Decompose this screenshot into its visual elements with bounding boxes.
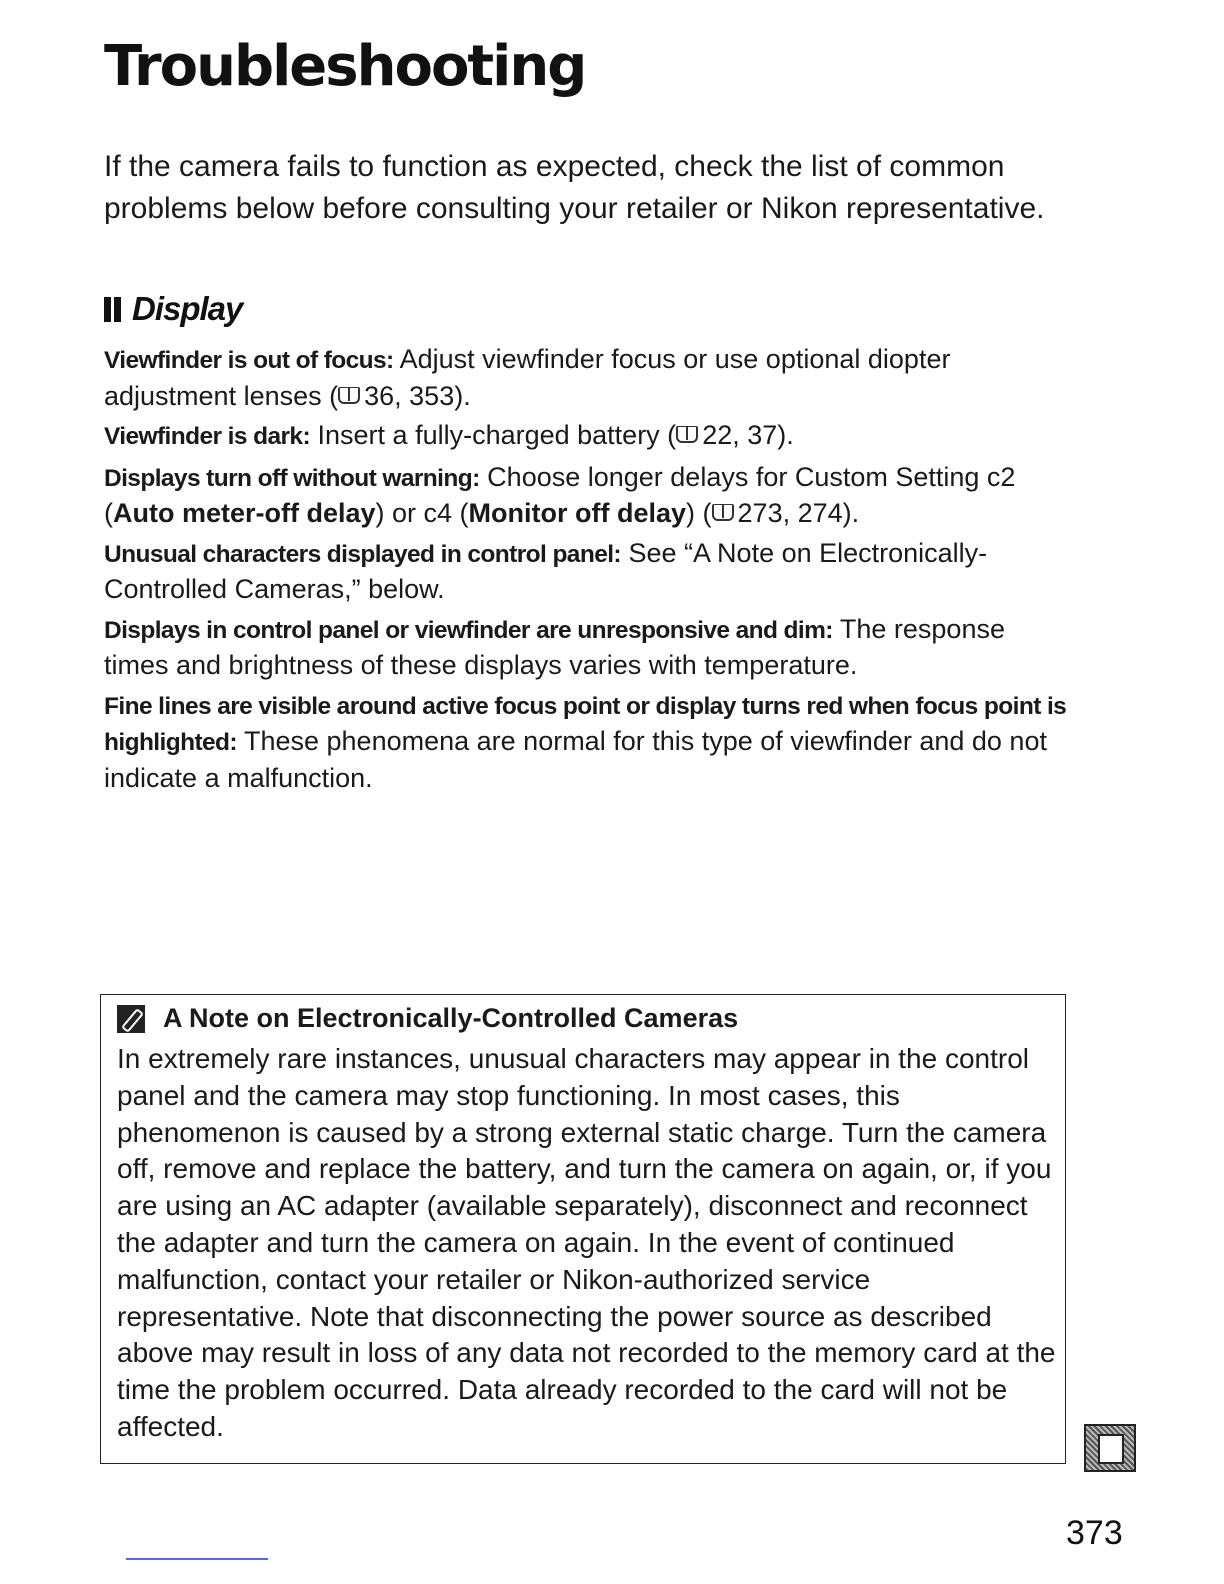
problem-item [104,536,1074,607]
problem-answer: The response times and brightness of these displays varies with temperature. [104,613,1005,680]
problem-question: Unusual characters displayed in control panel: [104,540,621,568]
page-number: 373 [1066,1514,1123,1552]
page-reference[interactable]: 22, 37 [702,420,778,450]
menu-item-name: Auto meter-off delay [113,498,376,528]
menu-item-name: Monitor off delay [468,498,687,528]
problem-answer: Insert a fully-charged battery ( [310,420,677,450]
problem-question: Displays turn off without warning: [104,464,480,492]
double-bar-icon [104,292,124,330]
problem-answer-part: ) or c4 ( [375,498,469,528]
note-title [117,1003,738,1034]
section-heading-label: Display [132,290,243,327]
section-heading [104,290,242,330]
troubleshooting-tab-icon [1084,1424,1136,1472]
problem-answer-end: ). [842,498,860,528]
problem-item [104,418,1074,455]
problem-answer-end: ). [777,420,794,450]
page-reference[interactable]: 273, 274 [737,498,843,528]
problem-question: Viewfinder is out of focus: [104,347,394,374]
problem-answer-part: ) ( [686,498,712,528]
problem-answer: Choose longer delays for Custom Setting c2 ( [104,461,1016,528]
pencil-note-icon [117,1005,145,1033]
note-body: In extremely rare instances, unusual characters may appear in the control panel and the camera may stop functioning. In most cases, this phenomenon is caused by a strong external static charge. Turn the camera off, remove and replace the battery, and turn the camera on again, or, if you are using an AC adapter (available separately), disconnect and reconnect the adapter and turn the camera on again. In the event of continued malfunction, contact your retailer or Nikon-authorized service representative. Note that disconnecting the power source as described above may result in loss of any data not recorded to the memory card at the time the problem occurred. Data already recorded to the card will not be affected. [117,1043,1056,1442]
problem-question: Fine lines are visible around active focus point or display turns red when focus point is highlighted: [104,692,1067,756]
book-reference-icon [338,387,360,404]
page-reference[interactable]: 36, 353 [364,380,455,411]
problem-answer-end: ). [454,380,471,411]
problem-question: Viewfinder is dark: [104,423,311,450]
problem-item [104,688,1074,796]
problem-answer: Adjust viewfinder focus or use optional diopter adjustment lenses ( [104,344,951,411]
problem-item [104,342,1074,413]
problem-question: Displays in control panel or viewfinder are unresponsive and dim: [104,616,833,644]
divider [126,1558,268,1560]
problem-answer: These phenomena are normal for this type of viewfinder and do not indicate a malfunction. [104,726,1047,793]
intro-paragraph: If the camera fails to function as expected, check the list of common problems below before consulting your retailer or Nikon representative. [104,150,1045,225]
book-reference-icon [676,426,698,443]
problem-list [104,342,1074,800]
book-reference-icon [712,504,734,521]
note-title-text: A Note on Electronically-Controlled Cameras [163,1003,739,1033]
problem-item [104,612,1074,683]
page-title: Troubleshooting [104,34,586,99]
problem-item [104,460,1074,531]
problem-answer: See “A Note on Electronically-Controlled Cameras,” below. [104,537,988,604]
note-box [100,994,1066,1464]
